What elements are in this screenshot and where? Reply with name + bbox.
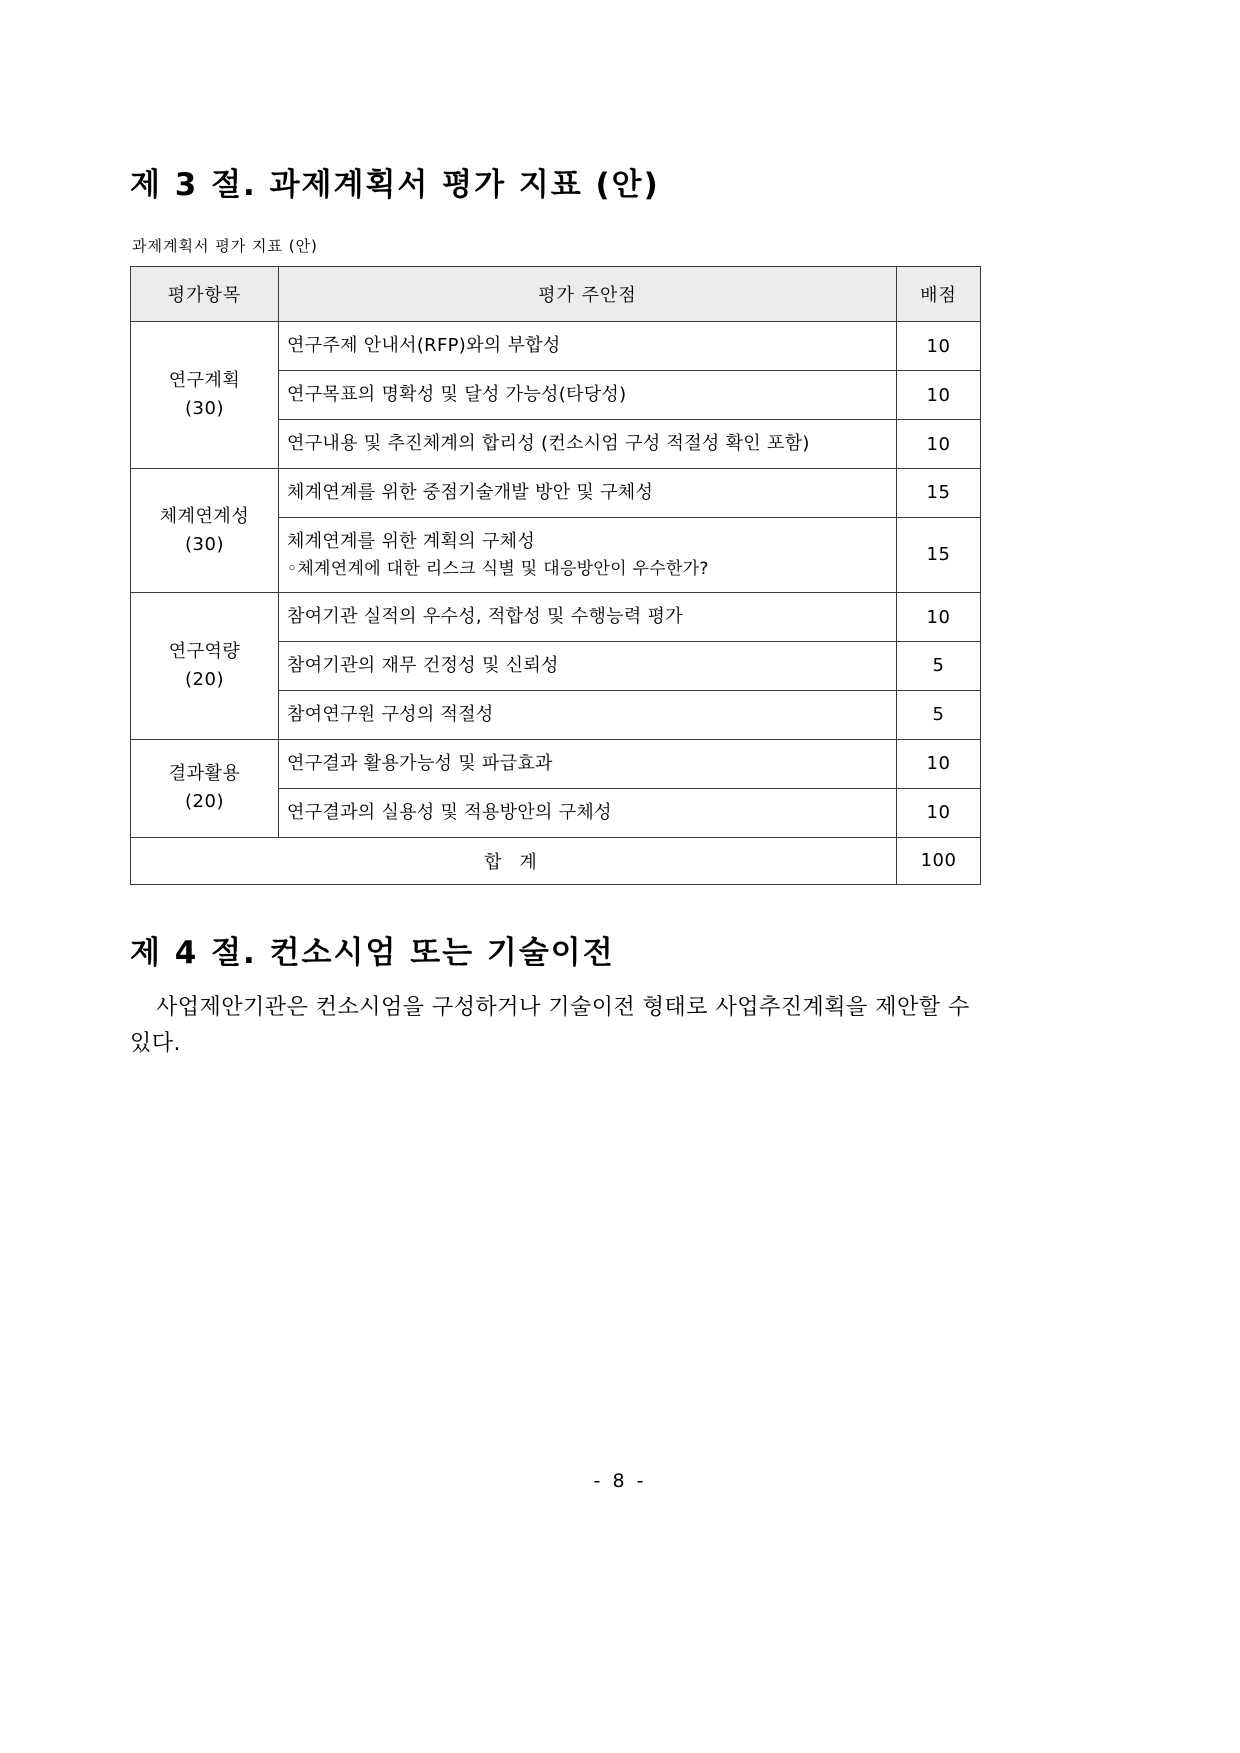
page-content bbox=[130, 165, 980, 1062]
total-score: 100 bbox=[897, 837, 981, 884]
category-score-label: (30) bbox=[185, 533, 224, 555]
point-main-text: 체계연계를 위한 계획의 구체성 bbox=[287, 530, 536, 552]
table-row bbox=[131, 739, 981, 788]
header-points: 평가 주안점 bbox=[279, 267, 897, 322]
table-row bbox=[131, 322, 981, 371]
point-cell: 연구결과의 실용성 및 적용방안의 구체성 bbox=[279, 788, 897, 837]
category-label: 결과활용 bbox=[168, 763, 241, 785]
category-cell-research-plan bbox=[131, 322, 279, 469]
point-cell: 참여기관 실적의 우수성, 적합성 및 수행능력 평가 bbox=[279, 593, 897, 642]
section-4-body: 사업제안기관은 컨소시엄을 구성하거나 기술이전 형태로 사업추진계획을 제안할 수 있다. bbox=[130, 994, 970, 1056]
table-row bbox=[131, 468, 981, 517]
point-cell: 참여기관의 재무 건정성 및 신뢰성 bbox=[279, 641, 897, 690]
score-cell: 15 bbox=[897, 468, 981, 517]
score-cell: 10 bbox=[897, 322, 981, 371]
page-number: - 8 - bbox=[593, 1470, 647, 1492]
score-cell: 15 bbox=[897, 517, 981, 592]
table-header-row bbox=[131, 267, 981, 322]
category-label: 연구계획 bbox=[168, 370, 241, 392]
section-3-title: 제 3 절. 과제계획서 평가 지표 (안) bbox=[130, 167, 660, 203]
category-score-label: (30) bbox=[185, 398, 224, 420]
header-score: 배점 bbox=[897, 267, 981, 322]
point-cell: 연구내용 및 추진체계의 합리성 (컨소시엄 구성 적절성 확인 포함) bbox=[279, 420, 897, 469]
category-label: 연구역량 bbox=[168, 641, 241, 663]
category-cell-result-utilization bbox=[131, 739, 279, 837]
section-4-title: 제 4 절. 컨소시엄 또는 기술이전 bbox=[130, 934, 615, 971]
category-score-label: (20) bbox=[185, 668, 224, 690]
header-category: 평가항목 bbox=[131, 267, 279, 322]
point-cell: 연구주제 안내서(RFP)와의 부합성 bbox=[279, 322, 897, 371]
score-cell: 10 bbox=[897, 593, 981, 642]
point-cell: 연구결과 활용가능성 및 파급효과 bbox=[279, 739, 897, 788]
category-label: 체계연계성 bbox=[159, 505, 250, 527]
score-cell: 10 bbox=[897, 739, 981, 788]
total-label: 합 계 bbox=[131, 837, 897, 884]
category-score-label: (20) bbox=[185, 791, 224, 813]
table-row bbox=[131, 593, 981, 642]
point-sub-text: ◦체계연계에 대한 리스크 식별 및 대응방안이 우수한가? bbox=[287, 558, 709, 579]
score-cell: 5 bbox=[897, 641, 981, 690]
table-caption: 과제계획서 평가 지표 (안) bbox=[132, 237, 318, 256]
category-cell-system-linkage bbox=[131, 468, 279, 592]
score-cell: 5 bbox=[897, 690, 981, 739]
score-cell: 10 bbox=[897, 788, 981, 837]
category-cell-research-capability bbox=[131, 593, 279, 740]
point-cell: 체계연계를 위한 중점기술개발 방안 및 구체성 bbox=[279, 468, 897, 517]
score-cell: 10 bbox=[897, 420, 981, 469]
point-cell: 참여연구원 구성의 적절성 bbox=[279, 690, 897, 739]
evaluation-criteria-table bbox=[130, 266, 981, 884]
point-cell: 연구목표의 명확성 및 달성 가능성(타당성) bbox=[279, 371, 897, 420]
point-cell-multi bbox=[279, 517, 897, 592]
score-cell: 10 bbox=[897, 371, 981, 420]
table-total-row bbox=[131, 837, 981, 884]
